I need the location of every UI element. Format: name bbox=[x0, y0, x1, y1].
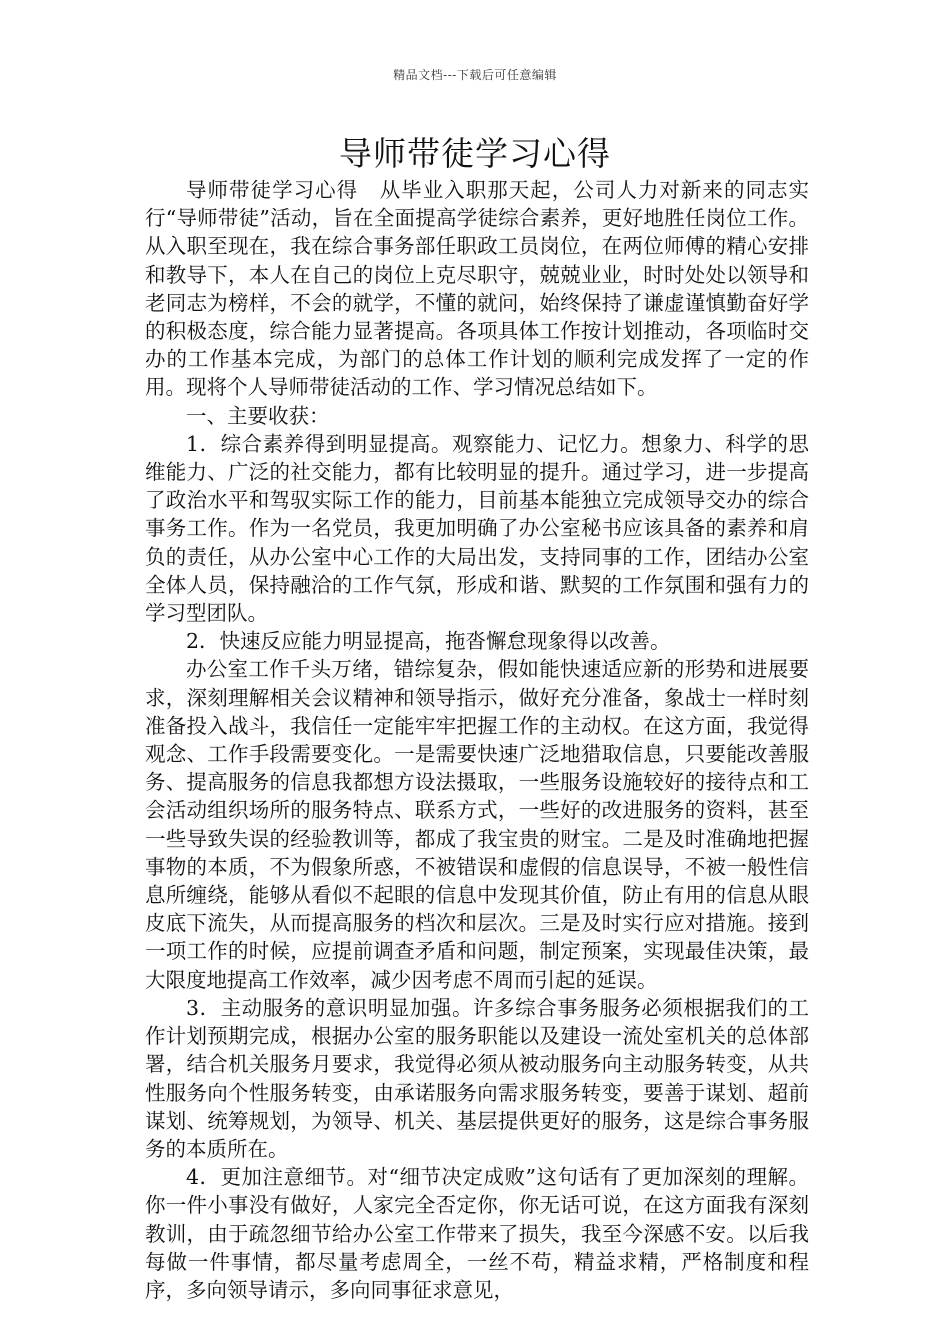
paragraph-point-2: 2．快速反应能力明显提高，拖沓懈怠现象得以改善。 bbox=[186, 629, 671, 654]
document-body bbox=[145, 176, 809, 1304]
paragraph-point-3: 3．主动服务的意识明显加强。许多综合事务服务必须根据我们的工作计划预期完成，根据办公室的服务职能以及建设一流处室机关的总体部署，结合机关服务月要求，我觉得必须从被动服务向主动服务转变，从共性服务向个性服务转变，由承诺服务向需求服务转变，要善于谋划、超前谋划、统筹规划，为领导、机关、基层提供更好的服务，这是综合事务服务的本质所在。 bbox=[145, 995, 809, 1161]
paragraph-point-1: 1．综合素养得到明显提高。观察能力、记忆力。想象力、科学的思维能力、广泛的社交能力，都有比较明显的提升。通过学习，进一步提高了政治水平和驾驭实际工作的能力，目前基本能独立完成领导交办的综合事务工作。作为一名党员，我更加明确了办公室秘书应该具备的素养和肩负的责任，从办公室中心工作的大局出发，支持同事的工作，团结办公室全体人员，保持融洽的工作气氛，形成和谐、默契的工作氛围和强有力的学习型团队。 bbox=[145, 431, 809, 626]
paragraph-point-4: 4．更加注意细节。对“细节决定成败”这句话有了更加深刻的理解。你一件小事没有做好，人家完全否定你，你无话可说，在这方面我有深刻教训，由于疏忽细节给办公室工作带来了损失，我至今深感不安。以后我每做一件事情，都尽量考虑周全，一丝不苟，精益求精，严格制度和程序，多向领导请示，多向同事征求意见， bbox=[145, 1165, 809, 1302]
document-title: 导师带徒学习心得 bbox=[339, 134, 611, 173]
paragraph-intro: 导师带徒学习心得 从毕业入职那天起，公司人力对新来的同志实行“导师带徒”活动，旨在全面提高学徒综合素养，更好地胜任岗位工作。从入职至现在，我在综合事务部任职政工员岗位，在两位师傅的精心安排和教导下，本人在自己的岗位上克尽职守，兢兢业业，时时处处以领导和老同志为榜样，不会的就学，不懂的就问，始终保持了谦虚谨慎勤奋好学的积极态度，综合能力显著提高。各项具体工作按计划推动，各项临时交办的工作基本完成，为部门的总体工作计划的顺利完成发挥了一定的作用。现将个人导师带徒活动的工作、学习情况总结如下。 bbox=[145, 178, 809, 400]
section-heading-main-gains: 一、主要收获： bbox=[186, 403, 330, 428]
page-header-note: 精品文档---下载后可任意编辑 bbox=[393, 68, 557, 82]
paragraph-point-2-detail: 办公室工作千头万绪，错综复杂，假如能快速适应新的形势和进展要求，深刻理解相关会议精神和领导指示，做好充分准备，象战士一样时刻准备投入战斗，我信任一定能牢牢把握工作的主动权。在这方面，我觉得观念、工作手段需要变化。一是需要快速广泛地猎取信息，只要能改善服务、提高服务的信息我都想方设法摄取，一些服务设施较好的接待点和工会活动组织场所的服务特点、联系方式，一些好的改进服务的资料，甚至一些导致失误的经验教训等，都成了我宝贵的财宝。二是及时准确地把握事物的本质，不为假象所惑，不被错误和虚假的信息误导，不被一般性信息所缠绕，能够从看似不起眼的信息中发现其价值，防止有用的信息从眼皮底下流失，从而提高服务的档次和层次。三是及时实行应对措施。接到一项工作的时候，应提前调查矛盾和问题，制定预案，实现最佳决策，最大限度地提高工作效率，减少因考虑不周而引起的延误。 bbox=[145, 657, 809, 992]
